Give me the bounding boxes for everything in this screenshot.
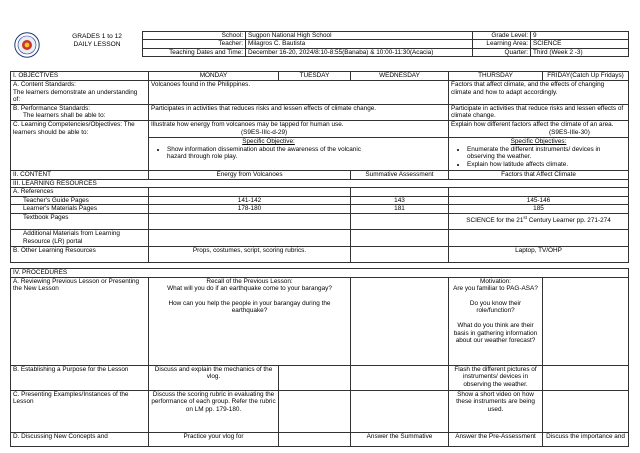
learning-resources-label: III. LEARNING RESOURCES	[11, 179, 629, 188]
discussing-thu: Answer the Pre-Assessment	[449, 432, 543, 446]
other-resources-thu: Laptop, TV/OHP	[449, 246, 629, 262]
discussing-label: D. Discussing New Concepts and	[11, 432, 149, 446]
day-tuesday: TUESDAY	[279, 72, 351, 81]
examples-label: C. Presenting Examples/Instances of the Lesson	[11, 390, 149, 432]
quarter-label: Quarter:	[473, 48, 531, 56]
content-standards-label: A. Content Standards: The learners demonstrate an understanding of:	[11, 81, 149, 105]
teachers-guide-wed: 143	[351, 196, 449, 205]
lesson-plan-table	[10, 71, 629, 263]
procedures-heading: IV. PROCEDURES	[11, 269, 629, 278]
objectives-heading: I. OBJECTIVES	[11, 72, 149, 81]
discussing-wed: Answer the Summative	[351, 432, 449, 446]
textbook-label: Textbook Pages	[11, 213, 149, 229]
competencies-thu: Explain how different factors affect the climate of an area. (S9ES-IIIe-30)	[449, 120, 629, 137]
teacher-value: Milagros C. Bautista	[246, 40, 473, 48]
grade-label: Grade Level:	[473, 32, 531, 40]
dates-value: December 16-20, 2024/8:10-8:55(Banaba) & 10:00-11:30(Acacia)	[246, 48, 473, 56]
learners-materials-wed: 181	[351, 205, 449, 214]
day-monday: MONDAY	[149, 72, 279, 81]
discussing-fri: Discuss the importance and	[543, 432, 629, 446]
competencies-mon: Illustrate how energy from volcanoes may be tapped for human use. (S9ES-IIIc-d-29)	[149, 120, 449, 137]
day-friday: FRIDAY(Catch Up Fridays)	[543, 72, 629, 81]
specific-objectives-thu: Specific Objectives: • Enumerate the different instruments/ devices in observing the weather. • Explain how latitude affects climate.	[449, 137, 629, 170]
reviewing-mon: Recall of the Previous Lesson: What will you do if an earthquake come to your barangay? How can you help the people in your barangay during the earthquake?	[149, 277, 351, 365]
procedures-table	[10, 268, 629, 447]
teachers-guide-label: Teacher's Guide Pages	[11, 196, 149, 205]
content-standards-mon: Volcanoes found in the Philippines.	[149, 81, 449, 105]
performance-standards-mon: Participates in activities that reduces risks and lessen effects of climate change.	[149, 104, 449, 120]
content-wed: Summative Assessment	[351, 170, 449, 179]
learners-materials-label: Learner's Materials Pages	[11, 205, 149, 214]
examples-mon: Discuss the scoring rubric in evaluating the performance of each group. Refer the rubric on LM pp. 179-180.	[149, 390, 279, 432]
other-resources-mon: Props, costumes, script, scoring rubrics.	[149, 246, 351, 262]
content-standards-thu: Factors that affect climate, and the effects of changing climate and how to adapt accordingly.	[449, 81, 629, 105]
purpose-label: B. Establishing a Purpose for the Lesson	[11, 365, 149, 390]
teacher-label: Teacher:	[143, 40, 246, 48]
purpose-mon: Discuss and explain the mechanics of the vlog.	[149, 365, 279, 390]
day-thursday: THURSDAY	[449, 72, 543, 81]
learners-materials-thu: 185	[449, 205, 629, 214]
specific-objective-mon: Specific Objective: • Show information dissemination about the awareness of the volcanic hazard through role play.	[149, 137, 449, 170]
discussing-mon: Practice your vlog for	[149, 432, 279, 446]
textbook-thu: SCIENCE for the 21st Century Learner pp. 271-274	[449, 213, 629, 229]
quarter-value: Third (Week 2 -3)	[531, 48, 629, 56]
deped-seal-icon	[14, 32, 40, 58]
day-wednesday: WEDNESDAY	[351, 72, 449, 81]
school-label: School:	[143, 32, 246, 40]
reviewing-thu: Motivation: Are you familiar to PAG-ASA? Do you know their role/function? What do you think are their basis in gathering information about our weather forecast?	[449, 277, 543, 365]
form-title-line2: DAILY LESSON	[73, 41, 121, 48]
performance-standards-label: B. Performance Standards: The learners shall be able to:	[11, 104, 149, 120]
purpose-thu: Flash the different pictures of instruments/ devices in observing the weather.	[449, 365, 543, 390]
reviewing-label: A. Reviewing Previous Lesson or Presenting the New Lesson	[11, 277, 149, 365]
references-label: A. References	[11, 188, 149, 197]
dates-label: Teaching Dates and Time:	[143, 48, 246, 56]
examples-thu: Show a short video on how these instruments are being used.	[449, 390, 543, 432]
form-title-line1: GRADES 1 to 12	[72, 33, 122, 40]
grade-value: 9	[531, 32, 629, 40]
teachers-guide-thu: 145-146	[449, 196, 629, 205]
area-value: SCIENCE	[531, 40, 629, 48]
area-label: Learning Area:	[473, 40, 531, 48]
content-thu: Factors that Affect Climate	[449, 170, 629, 179]
content-mon: Energy from Volcanoes	[149, 170, 351, 179]
teachers-guide-mon: 141-142	[149, 196, 351, 205]
content-label: II. CONTENT	[11, 170, 149, 179]
additional-materials-label: Additional Materials from Learning Resource (LR) portal	[11, 229, 149, 246]
other-resources-label: B. Other Learning Resources	[11, 246, 149, 262]
learners-materials-mon: 178-180	[149, 205, 351, 214]
school-value: Sugpon National High School	[246, 32, 473, 40]
header-table	[142, 31, 629, 57]
competencies-label: C. Learning Competencies/Objectives: The learners should be able to:	[11, 120, 149, 170]
performance-standards-thu: Participate in activities that reduce risks and lessen effects of climate change.	[449, 104, 629, 120]
